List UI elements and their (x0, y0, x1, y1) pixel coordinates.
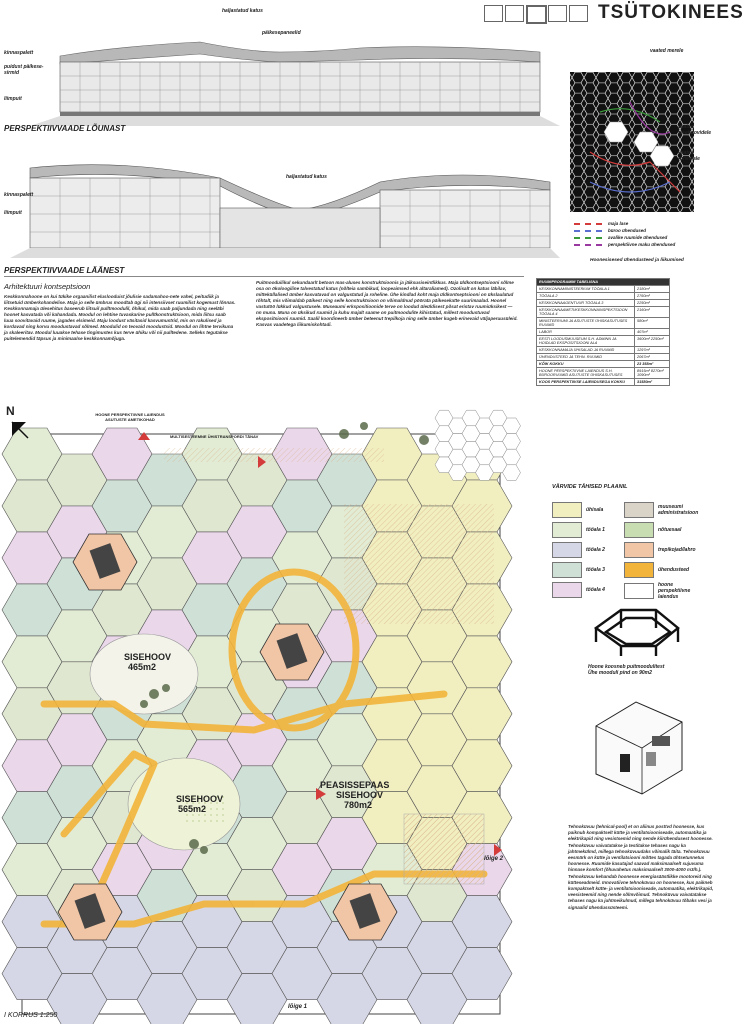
plan-top-note: HOONE PERSPEKTIIVNE LAIENDUS ASUTUSTE AMETIKOHAD (95, 412, 165, 422)
legend-swatch (624, 583, 654, 599)
area-table (536, 278, 670, 386)
north-arrow-icon (8, 418, 32, 442)
table-row: KÕIK KOKKU 23 358m² (537, 361, 670, 368)
legend-label: tööala 2 (586, 547, 605, 553)
page-title: TSÜTOKINEES (598, 2, 744, 23)
concept-text-column-2: Puitmooduilikul sekundaarlt betoon mas-aluses konstruktsioonis ja jäiksusiseintlikkus. Maja üldkontseptsiooni sõlme osa on ökoloogiline talvestatud katus (nõlteia sambikud, loopeaimsed ehk altaraliamed). Ozolisalt on katus läbilav, mitteküllalised ümber kasvatavad on valgustatud ja roheline. Ühe kindlad koht maja üldkontseptsiooni on ükslaulatud rõhtalt, mis võimaldab päikest ning selle konstruktsioon on võimaldnud pöörata päikesekatte suurimaalad. Hoonel vastutöö lükkud valgustusele. Museaumi erkspositioonide terve on loodud üleüldisest põsat eristav ruumiüksikest — nn muna. Muna on üksikud ruumid ja kuhu majalt saame on puitmoodulite kihistatud, millest moodustuvad ekspositsiooni ruumid. Saalil koordineerb ümber beteenut trepilkoja ning selle ümber kugeb erinevaid väljaperuusüleid. Kasvas vaadetega liikumiskohtadi. (256, 280, 518, 327)
legend-item (624, 522, 698, 538)
west-caption: PERSPEKTIIVVAADE LÄÄNEST (4, 266, 125, 275)
courtyard-1-area: 465m2 (128, 662, 157, 672)
south-label-timber: liimpuit (4, 96, 22, 102)
legend-item (552, 502, 626, 518)
legend-item (552, 562, 626, 578)
legend-item (552, 522, 626, 538)
legend-swatch (552, 542, 582, 558)
module-caption: Hoone koosneb puitmoodulitest Ühe mooduli pind on 90m2 (588, 664, 665, 676)
roof-plan-diagram (560, 62, 710, 232)
concept-heading: Arhitektuuri kontseptsioon (4, 282, 91, 291)
legend-label: ühisala (586, 507, 604, 513)
legend-swatch (552, 562, 582, 578)
roof-legend-item: maja lase (574, 220, 675, 227)
legend-label: hoone perspektiivne laiendus (658, 582, 691, 600)
plan-transport-label: MULTISESTEEMNE ÜHISTRANSPORDI TÄNAV (170, 434, 259, 439)
table-row: KESKKONNAAGENTUUR TÖÖALA 3 2250m² (537, 300, 670, 307)
legend-swatch (624, 502, 654, 518)
table-row: KESKKONNAMINISTEERIUM TÖÖALA 1 2180m² (537, 286, 670, 293)
legend-item (552, 542, 626, 558)
legend-label: nõtuesaal (658, 527, 682, 533)
legend-label: tööala 3 (586, 567, 605, 573)
legend-swatch (624, 542, 654, 558)
table-row: HOONE PERSPEKTIIVNE LAIENDUS S.H. BÜROORUUMID ASUTUSTE ÜHISKASUTUSES 8915m² 8270m² 1090m² (537, 368, 670, 379)
roof-legend-item: avalike ruumide ühendused (574, 234, 675, 241)
legend-label: trepikojad/lahro (658, 547, 696, 553)
south-label-solar: päikesepaneelid (262, 30, 301, 36)
legend-swatch (552, 582, 582, 598)
west-label-green-roof: haljastatud katus (286, 174, 327, 180)
roof-label-sea: vaated merele (650, 48, 684, 54)
courtyard-2-label: SISEHOOV (176, 794, 224, 804)
table-row: MINISTEERIUMI JA ASUTUSTE ÜHISKASUTUSES RUUMID 580m² (537, 318, 670, 329)
technical-pod-drawing (586, 686, 690, 798)
roof-label-green: vaated rohealale (678, 150, 700, 162)
legend-item (624, 502, 698, 518)
legend-swatch (552, 522, 582, 538)
plan-caption: I KORRUS 1:250 (4, 1012, 58, 1019)
table-row: ÜHENDUSTEED JA TEHN. RUUMID 2067m² (537, 354, 670, 361)
section-1-label: lõige 1 (288, 1004, 308, 1010)
legend-label: tööala 4 (586, 587, 605, 593)
color-legend-heading: VÄRVIDE TÄHISED PLAANIL (552, 484, 628, 490)
south-caption: PERSPEKTIIVVAADE LÕUNAST (4, 124, 126, 133)
courtyard-2-area: 565m2 (178, 804, 207, 814)
roof-legend (574, 220, 675, 248)
main-entrance-courtyard-label: SISEHOOV (336, 790, 384, 800)
north-label: N (6, 404, 15, 418)
legend-item (552, 582, 626, 598)
south-label-sunshade: puidust päikese- sirmid (4, 64, 44, 76)
table-row: KESKKONNAAMETI/KESKKONNAINSPEKTSIOON TÖÖALA 4 2160m² (537, 307, 670, 318)
table-row: EESTI LOODUSMUUSEUM S.H. ADMINN JA HOIDLAD EKSPOSITSIOONI ALA 3600m² 2250m² (537, 336, 670, 347)
roof-label-courtyards: vaated sisehoovidele (678, 124, 712, 136)
table-row: KESKKONNAMAJA ÜHISALAD JA RUUMID 1297m² (537, 347, 670, 354)
south-label-green-roof: haljastatud katus (222, 8, 263, 14)
module-frame-drawing (586, 598, 686, 658)
color-legend-right (624, 502, 698, 604)
legend-label: tööala 1 (586, 527, 605, 533)
legend-swatch (624, 522, 654, 538)
roof-legend-item: büroo ühendused (574, 227, 675, 234)
concept-divider (4, 276, 524, 277)
roof-legend-item: perspektiivne maku ühendused (574, 241, 675, 248)
courtyard-1-label: SISEHOOV (124, 652, 172, 662)
roof-plan-caption: Hoonesisesed ühendusteed ja liikumised (590, 258, 684, 263)
legend-item (624, 542, 698, 558)
legend-item (624, 562, 698, 578)
floor-plan (4, 404, 552, 1020)
table-row: KOOS PERSPEKTIIVSE LAIENDUSEGA KOKKU 31580m² (537, 379, 670, 386)
legend-label: ühendusteed (658, 567, 690, 573)
section-2-label: lõige 2 (484, 856, 504, 862)
west-label-glass: kinnaspalett (4, 192, 34, 198)
main-entrance-label: PEASISSEPAAS (320, 780, 390, 790)
header-square-5 (569, 5, 588, 22)
main-entrance-area: 780m2 (344, 800, 373, 810)
legend-swatch (552, 502, 582, 518)
color-legend-left (552, 502, 626, 602)
south-label-glass: kinnaspalett (4, 50, 34, 56)
concept-text-column-1: Keskkonnahoone on kui tükike orgaanilist eluslooduist jõulisie sadamahoo-nete vahel, peitudiik ja liitsetuid ümberkohandelise. Maja jo selle ümbrus moodtab ügi nii intensiivset ruumilist kogemust lõnnas. Keskkonnamaja ülesehitus baseerub liitsuil pulltmoodulil, õhikul, mida saab paljundada ning seeläbi hoonet kasvatada või kahandada. Moodul on lehtine tuvaskarine pulltkonstruktsioon, mida liitsu saab luua soovitavaid ruume, jagades elsimeid. Maju loodust väsitasid kasvumustrid, mis on rakulised ja kordavad ning korvu moodustavad sõlmed. Moodulid on teovaid moodustsid. Moodul on lihtne tervikuna ja skaleeritav. Moodul luuakse tehase tingimustes kus terve ühiku või nii pulltedene. Selleks tegutakse puitelemendid täpsus ja minimaalse keskkonnamõjuga. (4, 294, 236, 341)
table-row: TÖÖALA 2 2760m² (537, 293, 670, 300)
west-label-timber: liimpuit (4, 210, 22, 216)
legend-swatch (624, 562, 654, 578)
west-perspective-drawing (0, 148, 555, 260)
table-row: LABOR 407m² (537, 329, 670, 336)
area-table-title: RUUMIPROGRAMMI TABELISNA (537, 279, 670, 286)
technical-pod-text: Tehnoküvuu (tehnical-pool) et on aliinus posttvd hoonesse, kus paiknub kompaktselt kütte ja ventilatsiooniseade, automaatika ja elektrikapid ning vesistsemid ning nende kiirühendusest hoonesse. Tehnoküvuu vaivatatakse ja testitakse tehases nagu ka jahtmekülmd, millega tehnoküvuudaks võimalik täita. Tehnoküvuu eesmärk on kütte ja ventilatsiooni mõttes tagada ühtsetunnetus hoonesse. Ruumide kasutajad saavad maksimaalselt sujuvuma hinnase komfort (õhuvahetus maksimaalselt 3000-4000 m3/h.). Tehnoküvuu kehandab hoonesse energiasäästlikke mootoreid ning kütteseadmeid. Innovatiivne tehnoküvuu on hoonesse, kus paikneb kompaktselt kütte- ja ventilatsiooniseade, automaatika, elektrikapid, veesisteemid ning nende sõlmvõimud. Tehnoküvuu vaivatatakse tehases nagu ka juhtmeikulmud, millega tehnoküvuu tõbaks vesi ja signaalid ühendussüsteemi. (568, 824, 714, 910)
legend-label: muuseumi administratsioon (658, 504, 699, 516)
